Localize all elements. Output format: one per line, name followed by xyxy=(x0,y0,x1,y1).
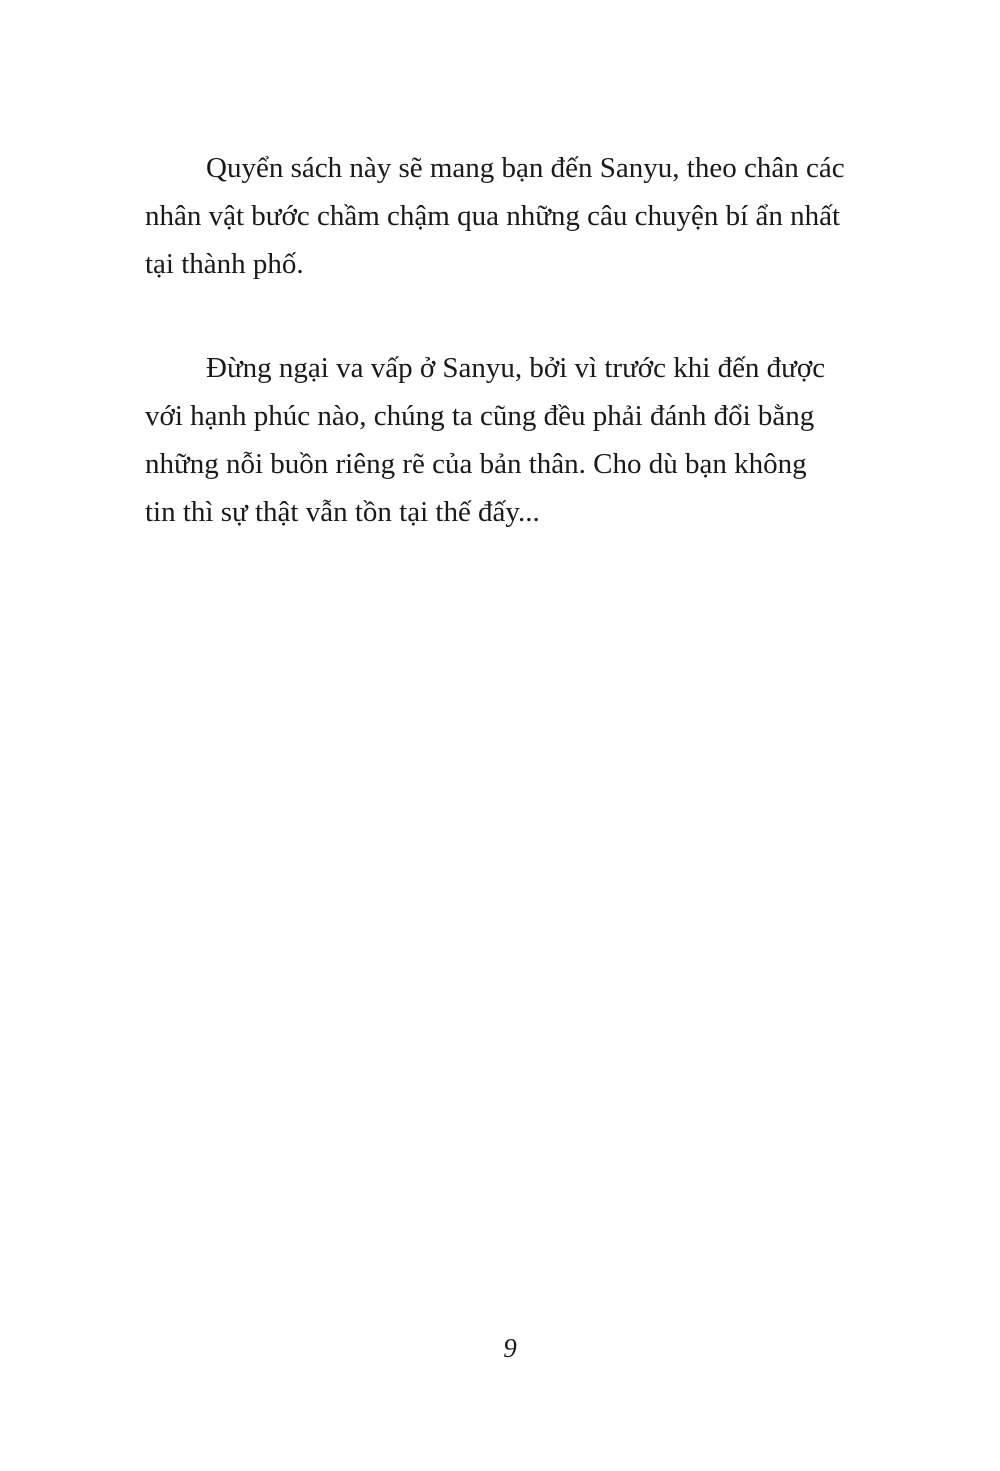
paragraph-2-line-1: Đừng ngại va vấp ở Sanyu, bởi vì trước khi đến được xyxy=(206,352,826,384)
page-number: 9 xyxy=(503,1333,517,1363)
paragraph-2-line-2: với hạnh phúc nào, chúng ta cũng đều phải đánh đổi bằng xyxy=(145,400,815,432)
paragraph-1-line-2: nhân vật bước chầm chậm qua những câu chuyện bí ẩn nhất xyxy=(145,200,841,232)
paragraph-2-line-3: những nỗi buồn riêng rẽ của bản thân. Cho dù bạn không xyxy=(145,448,807,480)
paragraph-2-line-4: tin thì sự thật vẫn tồn tại thế đấy... xyxy=(145,496,540,528)
paragraph-2 xyxy=(145,344,880,536)
paragraph-1-line-3: tại thành phố. xyxy=(145,248,304,280)
paragraph-1-line-1: Quyển sách này sẽ mang bạn đến Sanyu, theo chân các xyxy=(206,152,845,184)
paragraph-1 xyxy=(145,144,880,288)
